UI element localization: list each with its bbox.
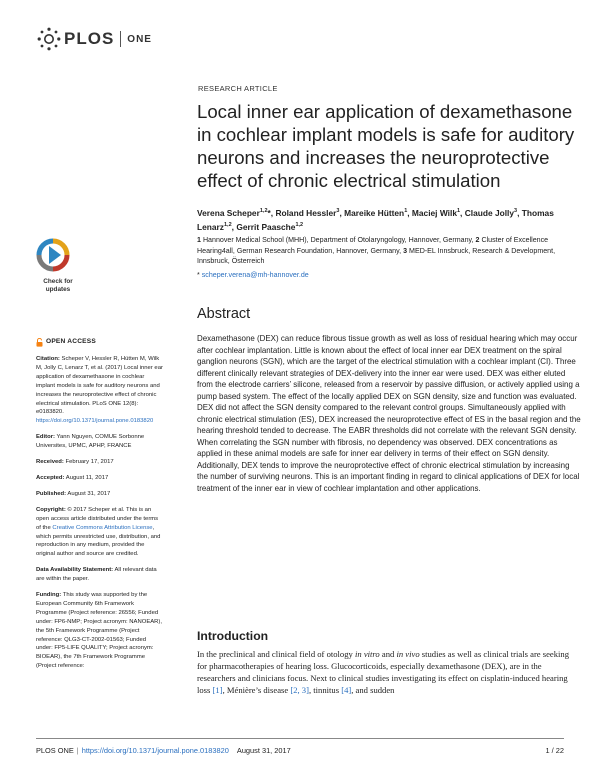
license-link[interactable]: Creative Commons Attribution License xyxy=(52,524,153,531)
journal-sub: ONE xyxy=(127,33,152,45)
plos-logo-icon xyxy=(36,26,62,52)
copyright-text-end: , which permits unrestricted use, distribution, and reproduction in any medium, provided the original author and source are credited. xyxy=(36,524,161,558)
data-availability-block xyxy=(36,566,164,584)
author-name: Maciej Wilk xyxy=(411,207,457,218)
corresponding-email[interactable] xyxy=(197,271,309,279)
accepted-block xyxy=(36,474,164,483)
logo-divider xyxy=(120,31,121,47)
check-updates-line1: Check for xyxy=(43,278,73,285)
author-separator: , xyxy=(517,207,520,218)
open-access-text: OPEN ACCESS xyxy=(46,338,96,346)
affiliation-text: Cluster of Excellence Hearing4all, German Research Foundation, Hannover, Germany, xyxy=(197,236,549,255)
intro-text-mid1: , Ménière’s disease xyxy=(222,685,289,695)
published-block xyxy=(36,490,164,499)
citation-block xyxy=(36,355,164,426)
author-separator: , xyxy=(460,207,463,218)
citation-text: Scheper V, Hessler R, Hütten M, Wilk M, Jolly C, Lenarz T, et al. (2017) Local inner ear application of dexamethasone in cochlear implant models is safe for auditory neurons and increases the neuroprotective effect of chronic electrical stimulation. PLoS ONE 12(8): e0183820. xyxy=(36,356,163,416)
author-affiliation-marker: 3 xyxy=(336,208,340,214)
author-affiliation-marker: 1,2 xyxy=(295,221,304,228)
funding-block xyxy=(36,591,164,671)
article-type: RESEARCH ARTICLE xyxy=(198,84,278,93)
journal-brand: PLOS xyxy=(64,29,115,48)
abstract-heading: Abstract xyxy=(197,306,251,322)
abstract-text: Dexamethasone (DEX) can reduce fibrous tissue growth as well as loss of residual hearing which may occur after cochlear implantation. Little is known about the effect of local inner ear DEX treatment on the spiral ganglion neurons (SGN), which are the target of the electrical stimulation with a cochlear implant (CI). Three different clinically relevant strategies of DEX-delivery into the inner ear were used. DEX was either eluted from the electrode carriers’ silicone, released from a reservoir by passive diffusion, or actively applied using a pump based system. The effect of the locally applied DEX on SGN density, size and function was evaluated. DEX did not affect the SGN density compared to the relevant control groups. Simultaneously applied with chronic electrical stimulation (ES), DEX increased the neuroprotective effect of ES in the basal region and the hearing threshold tended to decrease. The EABR thresholds did not correlate with the relevant SGN density. When correlating the SGN number with fibrosis, no dependency was observed. DEX concentrations as applied in these animal models are safe for inner ear delivery in terms of their effect on SGN density. Additionally, DEX tends to improve the neuroprotective effect of chronic electrical stimulation by increasing the number of surviving neurons. This is an important finding in regard to clinical applications of DEX for local treatment of the inner ear in view of cochlear implantation and other applications. xyxy=(197,334,581,493)
received-date: February 17, 2017 xyxy=(65,459,114,466)
funding-label: Funding: xyxy=(36,592,62,599)
intro-text-mid2: , tinnitus xyxy=(308,685,340,695)
footer-separator: | xyxy=(76,746,79,755)
introduction-text xyxy=(197,648,581,696)
intro-in-vitro: in vitro xyxy=(354,649,380,659)
author-name: Verena Scheper xyxy=(197,207,260,218)
citation-label: Citation: xyxy=(36,356,60,362)
email-star: * xyxy=(197,271,202,279)
open-access-label xyxy=(36,338,164,347)
received-block xyxy=(36,458,164,467)
footer-separator xyxy=(232,746,234,755)
copyright-block xyxy=(36,506,164,559)
open-lock-icon xyxy=(36,338,43,347)
author-separator: *, xyxy=(267,207,274,218)
author-affiliation-marker: 1,2 xyxy=(224,221,232,228)
article-title: Local inner ear application of dexamethasone in cochlear implant models is safe for auditory neurons and increases the neuroprotective effect of chronic electrical stimulation xyxy=(197,101,575,191)
affiliation-number: 2 xyxy=(475,236,480,244)
affiliation-number: 1 xyxy=(197,236,201,244)
check-updates-line2: updates xyxy=(45,285,71,293)
author-affiliation-marker: 1 xyxy=(404,208,408,214)
citation-doi-link[interactable]: https://doi.org/10.1371/journal.pone.0183820 xyxy=(36,418,154,425)
footer-doi-link[interactable]: https://doi.org/10.1371/journal.pone.0183820 xyxy=(81,746,229,755)
data-availability-label: Data Availability Statement: xyxy=(36,567,114,574)
journal-logo xyxy=(36,26,152,52)
editor-label: Editor: xyxy=(36,434,55,441)
reference-link-4[interactable]: [4] xyxy=(341,685,352,695)
check-updates-label xyxy=(36,278,80,293)
author-separator: , xyxy=(407,207,410,218)
footer-date: August 31, 2017 xyxy=(236,746,291,755)
intro-text-body: studies as well as clinical trials are seeking for pharmacotherapies of hearing loss. Glucocorticoids, especially dexamethasone (DEX), are in the researchers and clinicians focus. Next to clinical studies investigating its effect on cisplatin-induced hearing loss xyxy=(197,649,570,695)
accepted-date: August 11, 2017 xyxy=(65,474,109,481)
reference-link-1[interactable]: [1] xyxy=(212,685,223,695)
author-list xyxy=(197,205,577,233)
intro-and: and xyxy=(381,649,395,659)
author-name: Roland Hessler xyxy=(275,207,337,218)
intro-text-start: In the preclinical and clinical field of otology xyxy=(197,649,353,659)
check-for-updates-badge[interactable] xyxy=(36,238,80,293)
affiliation-number: 3 xyxy=(403,246,408,255)
copyright-text: © 2017 Scheper et al. This is an open access article distributed under the terms of the xyxy=(36,506,159,531)
author-separator: , xyxy=(339,207,342,218)
author-name: Gerrit Paasche xyxy=(236,221,296,232)
intro-in-vivo: in vivo xyxy=(396,649,420,659)
data-availability-text: All relevant data are within the paper. xyxy=(36,567,157,583)
affiliations xyxy=(197,235,582,267)
intro-text-tail: , and sudden xyxy=(351,685,395,695)
footer-journal: PLOS ONE xyxy=(36,746,74,755)
author-name: Thomas Lenarz xyxy=(197,207,554,232)
editor-text: Yann Nguyen, COMUE Sorbonne Universites, UPMC, APHP, FRANCE xyxy=(36,434,145,450)
author-affiliation-marker: 3 xyxy=(514,208,518,214)
published-date: August 31, 2017 xyxy=(67,490,111,497)
page-number: 1 / 22 xyxy=(545,746,564,755)
editor-block xyxy=(36,433,164,451)
footer-citation xyxy=(36,746,291,755)
author-name: Claude Jolly xyxy=(464,207,515,218)
article-metadata-sidebar xyxy=(36,338,164,678)
copyright-label: Copyright: xyxy=(36,506,66,513)
email-link[interactable]: scheper.verena@mh-hannover.de xyxy=(201,271,309,279)
accepted-label: Accepted: xyxy=(36,474,65,481)
funding-text: This study was supported by the European Community 6th Framework Programme (Project reference: 26556; Funded under: FP6-NMP; Project acronym: NANOEAR), the 5th Framework Programme (Project reference: QLG3-CT-2002-01563; Funded under: FP5-LIFE QUALITY; Project acronym: BIOEAR), the 7th Framework Programme (Project reference: xyxy=(36,592,163,670)
author-affiliation-marker: 1,2 xyxy=(259,208,268,214)
author-separator: , xyxy=(231,221,234,232)
check-updates-icon xyxy=(36,238,70,272)
affiliation-text: Hannover Medical School (MHH), Department of Otolaryngology, Hannover, Germany, xyxy=(202,236,474,244)
author-name: Mareike Hütten xyxy=(344,207,405,218)
footer-divider xyxy=(36,738,564,739)
introduction-heading: Introduction xyxy=(197,629,269,643)
affiliation-text: MED-EL Innsbruck, Research & Development, Innsbruck, Österreich xyxy=(197,246,556,266)
author-affiliation-marker: 1 xyxy=(456,208,461,214)
published-label: Published: xyxy=(36,490,67,497)
reference-link-2-3[interactable]: [2, 3] xyxy=(290,685,309,695)
received-label: Received: xyxy=(36,459,64,466)
